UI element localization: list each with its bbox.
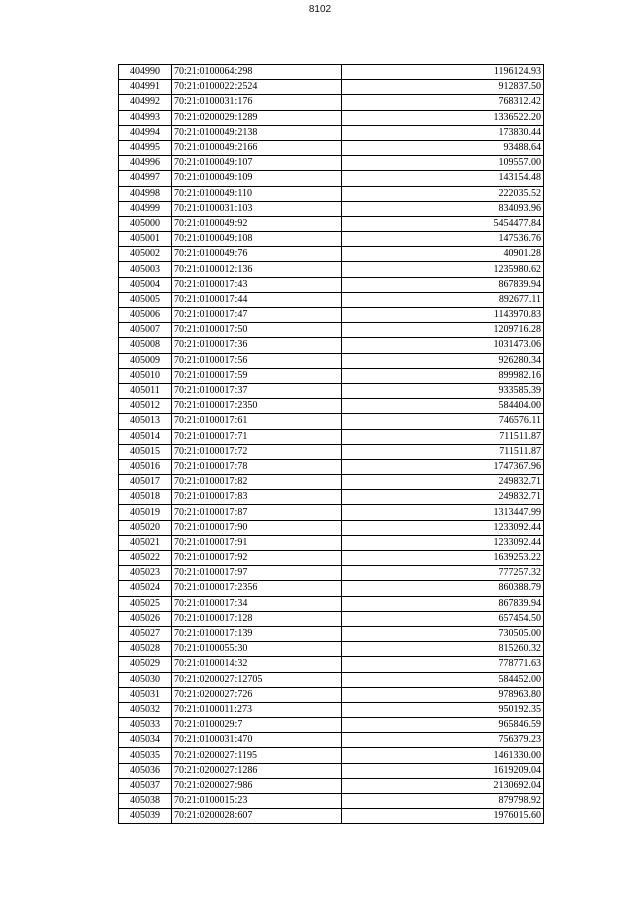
cadastral-number-cell: 70:21:0100049:109 [172,171,342,186]
table-row [119,95,544,110]
value-cell: 1235980.62 [342,262,544,277]
cadastral-number-cell: 70:21:0200027:986 [172,778,342,793]
table-row [119,733,544,748]
table-row [119,110,544,125]
cadastral-number-cell: 70:21:0100017:128 [172,611,342,626]
row-number-cell: 405038 [119,794,172,809]
cadastral-number-cell: 70:21:0100014:32 [172,657,342,672]
table-row [119,626,544,641]
table-row [119,642,544,657]
table-row [119,778,544,793]
value-cell: 1336522.20 [342,110,544,125]
table-row [119,429,544,444]
value-cell: 768312.42 [342,95,544,110]
cadastral-number-cell: 70:21:0100017:47 [172,308,342,323]
row-number-cell: 405011 [119,383,172,398]
value-cell: 657454.50 [342,611,544,626]
value-cell: 899982.16 [342,368,544,383]
table-row [119,566,544,581]
value-cell: 892677.11 [342,292,544,307]
table-row [119,702,544,717]
value-cell: 912837.50 [342,80,544,95]
row-number-cell: 405008 [119,338,172,353]
cadastral-number-cell: 70:21:0100022:2524 [172,80,342,95]
cadastral-number-cell: 70:21:0200027:1195 [172,748,342,763]
table-row [119,65,544,80]
value-cell: 1209716.28 [342,323,544,338]
value-cell: 711511.87 [342,429,544,444]
table-row [119,809,544,824]
cadastral-number-cell: 70:21:0100017:139 [172,626,342,641]
table-row [119,444,544,459]
row-number-cell: 405009 [119,353,172,368]
value-cell: 867839.94 [342,596,544,611]
registry-table [118,64,544,824]
cadastral-number-cell: 70:21:0100017:91 [172,535,342,550]
value-cell: 950192.35 [342,702,544,717]
value-cell: 978963.80 [342,687,544,702]
value-cell: 173830.44 [342,125,544,140]
value-cell: 834093.96 [342,201,544,216]
value-cell: 584404.00 [342,399,544,414]
table-row [119,794,544,809]
row-number-cell: 405001 [119,232,172,247]
cadastral-number-cell: 70:21:0100029:7 [172,718,342,733]
cadastral-number-cell: 70:21:0100017:34 [172,596,342,611]
row-number-cell: 404991 [119,80,172,95]
row-number-cell: 404994 [119,125,172,140]
value-cell: 778771.63 [342,657,544,672]
cadastral-number-cell: 70:21:0100017:92 [172,551,342,566]
table-row [119,216,544,231]
value-cell: 879798.92 [342,794,544,809]
row-number-cell: 405022 [119,551,172,566]
row-number-cell: 405016 [119,459,172,474]
table-row [119,323,544,338]
table-row [119,459,544,474]
table-row [119,520,544,535]
value-cell: 1233092.44 [342,535,544,550]
value-cell: 1619209.04 [342,763,544,778]
table-row [119,232,544,247]
table-row [119,657,544,672]
table-row [119,368,544,383]
table-row [119,505,544,520]
cadastral-number-cell: 70:21:0100015:23 [172,794,342,809]
value-cell: 867839.94 [342,277,544,292]
table-row [119,308,544,323]
table-row [119,581,544,596]
cadastral-number-cell: 70:21:0100017:61 [172,414,342,429]
value-cell: 746576.11 [342,414,544,429]
table-row [119,125,544,140]
table-row [119,611,544,626]
cadastral-number-cell: 70:21:0200027:1286 [172,763,342,778]
value-cell: 109557.00 [342,156,544,171]
row-number-cell: 405004 [119,277,172,292]
table-row [119,672,544,687]
value-cell: 1639253.22 [342,551,544,566]
row-number-cell: 405032 [119,702,172,717]
cadastral-number-cell: 70:21:0100017:87 [172,505,342,520]
row-number-cell: 405027 [119,626,172,641]
cadastral-number-cell: 70:21:0100017:36 [172,338,342,353]
cadastral-number-cell: 70:21:0100049:108 [172,232,342,247]
cadastral-number-cell: 70:21:0100017:44 [172,292,342,307]
row-number-cell: 404993 [119,110,172,125]
cadastral-number-cell: 70:21:0100049:76 [172,247,342,262]
cadastral-number-cell: 70:21:0100017:43 [172,277,342,292]
row-number-cell: 405013 [119,414,172,429]
row-number-cell: 405020 [119,520,172,535]
page-number: 8102 [308,4,332,15]
table-row [119,338,544,353]
row-number-cell: 404995 [119,140,172,155]
value-cell: 730505.00 [342,626,544,641]
row-number-cell: 405031 [119,687,172,702]
row-number-cell: 404990 [119,65,172,80]
value-cell: 249832.71 [342,490,544,505]
cadastral-number-cell: 70:21:0100049:110 [172,186,342,201]
row-number-cell: 405026 [119,611,172,626]
row-number-cell: 404992 [119,95,172,110]
table-row [119,596,544,611]
cadastral-number-cell: 70:21:0200029:1289 [172,110,342,125]
cadastral-number-cell: 70:21:0100049:107 [172,156,342,171]
cadastral-number-cell: 70:21:0100017:78 [172,459,342,474]
table-row [119,475,544,490]
value-cell: 1976015.60 [342,809,544,824]
value-cell: 965846.59 [342,718,544,733]
value-cell: 1233092.44 [342,520,544,535]
cadastral-number-cell: 70:21:0100064:298 [172,65,342,80]
cadastral-number-cell: 70:21:0100017:56 [172,353,342,368]
row-number-cell: 405000 [119,216,172,231]
table-row [119,186,544,201]
value-cell: 860388.79 [342,581,544,596]
cadastral-number-cell: 70:21:0100017:90 [172,520,342,535]
row-number-cell: 405002 [119,247,172,262]
row-number-cell: 405024 [119,581,172,596]
table-row [119,156,544,171]
row-number-cell: 404997 [119,171,172,186]
value-cell: 1747367.96 [342,459,544,474]
value-cell: 711511.87 [342,444,544,459]
table-row [119,171,544,186]
row-number-cell: 405007 [119,323,172,338]
value-cell: 1313447.99 [342,505,544,520]
table-row [119,399,544,414]
table-row [119,262,544,277]
cadastral-number-cell: 70:21:0100017:83 [172,490,342,505]
row-number-cell: 405035 [119,748,172,763]
cadastral-number-cell: 70:21:0100017:37 [172,383,342,398]
cadastral-number-cell: 70:21:0100055:30 [172,642,342,657]
row-number-cell: 405028 [119,642,172,657]
row-number-cell: 405034 [119,733,172,748]
value-cell: 926280.34 [342,353,544,368]
value-cell: 815260.32 [342,642,544,657]
table-row [119,748,544,763]
cadastral-number-cell: 70:21:0100049:2166 [172,140,342,155]
value-cell: 5454477.84 [342,216,544,231]
cadastral-number-cell: 70:21:0100031:176 [172,95,342,110]
row-number-cell: 405014 [119,429,172,444]
table-row [119,687,544,702]
cadastral-number-cell: 70:21:0100049:2138 [172,125,342,140]
row-number-cell: 405036 [119,763,172,778]
cadastral-number-cell: 70:21:0100011:273 [172,702,342,717]
row-number-cell: 405030 [119,672,172,687]
cadastral-number-cell: 70:21:0100017:82 [172,475,342,490]
table-row [119,763,544,778]
row-number-cell: 405005 [119,292,172,307]
cadastral-number-cell: 70:21:0100017:71 [172,429,342,444]
value-cell: 933585.39 [342,383,544,398]
row-number-cell: 405003 [119,262,172,277]
table-row [119,414,544,429]
value-cell: 249832.71 [342,475,544,490]
cadastral-number-cell: 70:21:0200027:12705 [172,672,342,687]
value-cell: 2130692.04 [342,778,544,793]
table-row [119,551,544,566]
table-row [119,490,544,505]
value-cell: 1461330.00 [342,748,544,763]
cadastral-number-cell: 70:21:0100049:92 [172,216,342,231]
row-number-cell: 405017 [119,475,172,490]
row-number-cell: 404998 [119,186,172,201]
row-number-cell: 405019 [119,505,172,520]
row-number-cell: 405025 [119,596,172,611]
row-number-cell: 405039 [119,809,172,824]
value-cell: 756379.23 [342,733,544,748]
cadastral-number-cell: 70:21:0100012:136 [172,262,342,277]
row-number-cell: 405006 [119,308,172,323]
table-row [119,292,544,307]
cadastral-number-cell: 70:21:0100017:2356 [172,581,342,596]
row-number-cell: 405021 [119,535,172,550]
registry-table-body [119,65,544,824]
cadastral-number-cell: 70:21:0100017:97 [172,566,342,581]
cadastral-number-cell: 70:21:0100017:2350 [172,399,342,414]
cadastral-number-cell: 70:21:0200028:607 [172,809,342,824]
value-cell: 1196124.93 [342,65,544,80]
row-number-cell: 405015 [119,444,172,459]
table-row [119,140,544,155]
table-row [119,247,544,262]
row-number-cell: 405023 [119,566,172,581]
value-cell: 1031473.06 [342,338,544,353]
row-number-cell: 405033 [119,718,172,733]
cadastral-number-cell: 70:21:0100017:59 [172,368,342,383]
value-cell: 143154.48 [342,171,544,186]
value-cell: 93488.64 [342,140,544,155]
row-number-cell: 405029 [119,657,172,672]
value-cell: 777257.32 [342,566,544,581]
table-row [119,353,544,368]
row-number-cell: 405037 [119,778,172,793]
value-cell: 584452.00 [342,672,544,687]
table-row [119,277,544,292]
cadastral-number-cell: 70:21:0100017:72 [172,444,342,459]
table-row [119,80,544,95]
row-number-cell: 404996 [119,156,172,171]
row-number-cell: 405012 [119,399,172,414]
value-cell: 1143970.83 [342,308,544,323]
cadastral-number-cell: 70:21:0100017:50 [172,323,342,338]
cadastral-number-cell: 70:21:0100031:103 [172,201,342,216]
table-row [119,383,544,398]
table-row [119,718,544,733]
row-number-cell: 404999 [119,201,172,216]
table-row [119,535,544,550]
cadastral-number-cell: 70:21:0200027:726 [172,687,342,702]
value-cell: 40901.28 [342,247,544,262]
row-number-cell: 405018 [119,490,172,505]
row-number-cell: 405010 [119,368,172,383]
value-cell: 147536.76 [342,232,544,247]
cadastral-number-cell: 70:21:0100031:470 [172,733,342,748]
value-cell: 222035.52 [342,186,544,201]
table-row [119,201,544,216]
